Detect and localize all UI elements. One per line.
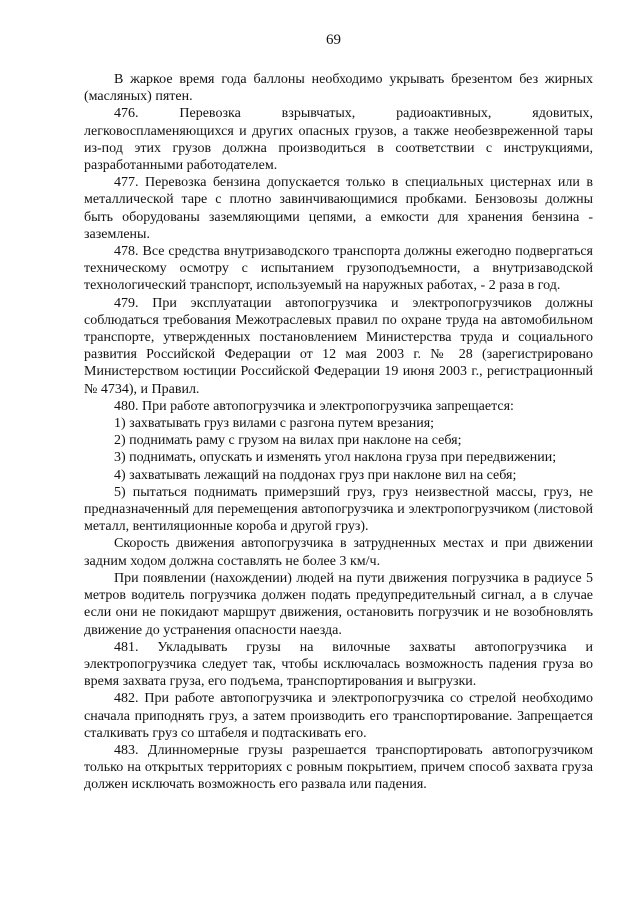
list-item-3: 3) поднимать, опускать и изменять угол наклона груза при передвижении; <box>114 450 557 466</box>
paragraph-cylinders-cover: В жаркое время года баллоны необходимо укрывать брезентом без жирных (масляных) пятен. <box>84 72 593 105</box>
page-number: 69 <box>326 32 341 48</box>
list-item-5: 5) пытаться поднимать примерзший груз, груз неизвестной массы, груз, не предназначенный для перемещения автопогрузчика и электропогрузчиком (листовой металл, вентиляционные короба и другой груз). <box>84 484 593 535</box>
paragraph-480: 480. При работе автопогрузчика и электропогрузчика запрещается: <box>114 398 514 414</box>
paragraph-481: 481. Укладывать грузы на вилочные захваты автопогрузчика и электропогрузчика следует так, чтобы исключалась возможность падения груза во время захвата груза, его подъема, транспортирования и выгрузки. <box>84 639 593 690</box>
paragraph-478: 478. Все средства внутризаводского транспорта должны ежегодно подвергаться техническому осмотру с испытанием грузоподъемности, а внутризаводской технологический транспорт, используемый на наружных работах, - 2 раза в год. <box>84 244 593 294</box>
list-item-2: 2) поднимать раму с грузом на вилах при наклоне на себя; <box>114 433 462 449</box>
paragraph-476: 476. Перевозка взрывчатых, радиоактивных, ядовитых, легковоспламеняющихся и других опасных грузов, а также необезвреженной тары из-под этих грузов должна производиться в соответствии с инструкциями, разработанными работодателем. <box>84 106 593 174</box>
paragraph-477: 477. Перевозка бензина допускается только в специальных цистернах или в металлической таре с плотно завинчивающимися пробками. Бензовозы должны быть оборудованы заземляющими цепями, а емкости для хранения бензина - заземлены. <box>84 175 593 242</box>
paragraph-speed-limit: Скорость движения автопогрузчика в затрудненных местах и при движении задним ходом должна составлять не более 3 км/ч. <box>84 536 593 569</box>
list-item-4: 4) захватывать лежащий на поддонах груз при наклоне вил на себя; <box>114 467 517 483</box>
list-item-1: 1) захватывать груз вилами с разгона путем врезания; <box>114 416 435 432</box>
paragraph-people-on-path: При появлении (нахождении) людей на пути движения погрузчика в радиусе 5 метров водитель погрузчика должен подать предупредительный сигнал, а в случае если они не покидают маршрут движения, остановить погрузчик и не возобновлять движение до устранения опасности наезда. <box>84 570 593 638</box>
paragraph-482: 482. При работе автопогрузчика и электропогрузчика со стрелой необходимо сначала приподнять груз, а затем производить его транспортирование. Запрещается сталкивать груз со штабеля и подтаскивать его. <box>84 691 593 741</box>
paragraph-483: 483. Длинномерные грузы разрешается транспортировать автопогрузчиком только на открытых территориях с ровным покрытием, причем способ захвата груза должен исключать возможность его развала или падения. <box>84 742 593 793</box>
paragraph-479: 479. При эксплуатации автопогрузчика и электропогрузчиков должны соблюдаться требования Межотраслевых правил по охране труда на автомобильном транспорте, утвержденных постановлением Министерства труда и социального развития Российской Федерации от 12 мая 2003 г. № 28 (зарегистрировано Министерством юстиции Российской Федерации 19 июня 2003 г., регистрационный № 4734), и Правил. <box>84 295 593 397</box>
